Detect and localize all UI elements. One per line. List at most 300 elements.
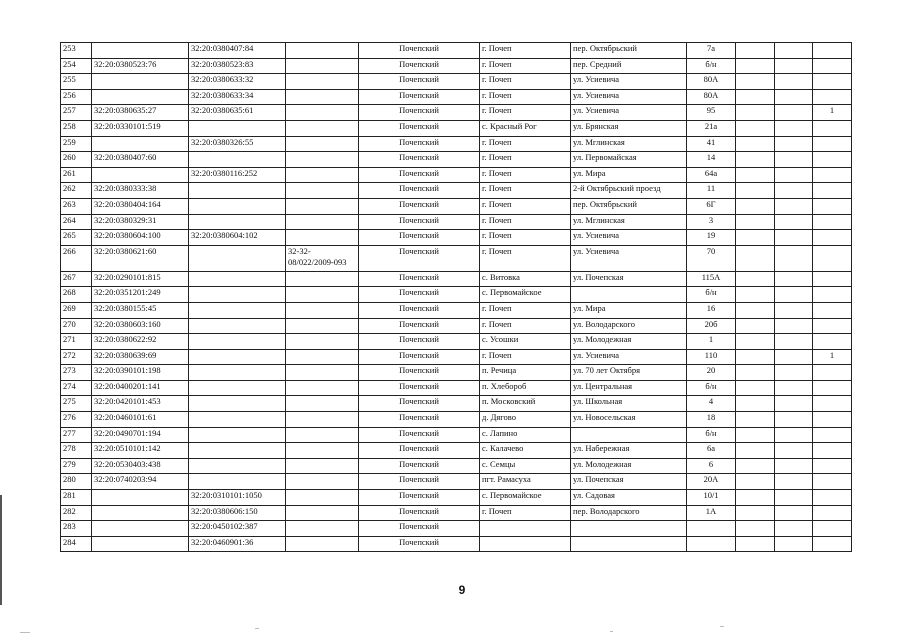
cell-extra-col-1 — [736, 74, 775, 90]
scan-mark — [610, 631, 613, 632]
cell-flag — [813, 214, 852, 230]
table-row — [61, 318, 852, 334]
property-registry-table — [60, 42, 852, 552]
table-row — [61, 198, 852, 214]
cell-flag — [813, 521, 852, 537]
table-row — [61, 521, 852, 537]
cell-flag — [813, 505, 852, 521]
cell-house-number: 1А — [687, 505, 736, 521]
cell-extra-col-2 — [775, 380, 813, 396]
cell-street: ул. Усиевича — [571, 349, 687, 365]
cell-registration-number — [286, 230, 359, 246]
cell-house-number: 14 — [687, 152, 736, 168]
cell-street: пер. Октябрьский — [571, 43, 687, 59]
cell-street: ул. Молодежная — [571, 334, 687, 350]
cell-district: Почепский — [359, 43, 480, 59]
cell-settlement: г. Почеп — [480, 505, 571, 521]
cell-row-number: 265 — [61, 230, 92, 246]
cell-row-number: 270 — [61, 318, 92, 334]
cell-settlement: г. Почеп — [480, 302, 571, 318]
cell-extra-col-1 — [736, 198, 775, 214]
cell-extra-col-1 — [736, 334, 775, 350]
cell-street — [571, 521, 687, 537]
cell-street: ул. Садовая — [571, 490, 687, 506]
cell-house-number: 1 — [687, 334, 736, 350]
cell-cadastral-number-land: 32:20:0380603:160 — [92, 318, 189, 334]
cell-flag — [813, 412, 852, 428]
cell-extra-col-2 — [775, 302, 813, 318]
cell-registration-number — [286, 43, 359, 59]
cell-extra-col-2 — [775, 458, 813, 474]
cell-cadastral-number-land: 32:20:0380622:92 — [92, 334, 189, 350]
cell-row-number: 257 — [61, 105, 92, 121]
cell-extra-col-2 — [775, 167, 813, 183]
cell-extra-col-2 — [775, 105, 813, 121]
cell-district: Почепский — [359, 136, 480, 152]
cell-row-number: 272 — [61, 349, 92, 365]
cell-cadastral-number-land — [92, 167, 189, 183]
cell-street: ул. Новосельская — [571, 412, 687, 428]
cell-settlement: с. Семцы — [480, 458, 571, 474]
cell-settlement: г. Почеп — [480, 89, 571, 105]
cell-street: ул. Мира — [571, 302, 687, 318]
cell-district: Почепский — [359, 302, 480, 318]
cell-street: пер. Володарского — [571, 505, 687, 521]
cell-registration-number — [286, 136, 359, 152]
cell-cadastral-number-land: 32:20:0380635:27 — [92, 105, 189, 121]
cell-flag — [813, 271, 852, 287]
table-row — [61, 152, 852, 168]
cell-house-number: 95 — [687, 105, 736, 121]
table-row — [61, 505, 852, 521]
cell-cadastral-number-land: 32:20:0380639:69 — [92, 349, 189, 365]
table-row — [61, 43, 852, 59]
cell-street: ул. Володарского — [571, 318, 687, 334]
cell-flag — [813, 167, 852, 183]
cell-settlement: г. Почеп — [480, 136, 571, 152]
cell-extra-col-1 — [736, 43, 775, 59]
cell-row-number: 255 — [61, 74, 92, 90]
cell-cadastral-number-land: 32:20:0490701:194 — [92, 427, 189, 443]
scan-mark — [720, 626, 724, 627]
table-row — [61, 536, 852, 552]
cell-row-number: 269 — [61, 302, 92, 318]
cell-house-number: 110 — [687, 349, 736, 365]
cell-settlement: г. Почеп — [480, 349, 571, 365]
cell-district: Почепский — [359, 89, 480, 105]
cell-extra-col-1 — [736, 380, 775, 396]
cell-settlement: с. Лапино — [480, 427, 571, 443]
cell-registration-number — [286, 105, 359, 121]
cell-settlement: г. Почеп — [480, 43, 571, 59]
cell-registration-number: 32-32-08/022/2009-093 — [286, 245, 359, 271]
cell-extra-col-2 — [775, 536, 813, 552]
cell-house-number — [687, 536, 736, 552]
cell-extra-col-1 — [736, 443, 775, 459]
cell-cadastral-number-building — [189, 474, 286, 490]
cell-house-number: 11 — [687, 183, 736, 199]
cell-extra-col-2 — [775, 245, 813, 271]
table-row — [61, 230, 852, 246]
cell-extra-col-2 — [775, 365, 813, 381]
cell-cadastral-number-land: 32:20:0530403:438 — [92, 458, 189, 474]
cell-extra-col-1 — [736, 458, 775, 474]
cell-cadastral-number-land: 32:20:0740203:94 — [92, 474, 189, 490]
cell-cadastral-number-building — [189, 396, 286, 412]
cell-extra-col-1 — [736, 318, 775, 334]
cell-extra-col-2 — [775, 74, 813, 90]
cell-cadastral-number-land: 32:20:0380404:164 — [92, 198, 189, 214]
cell-extra-col-1 — [736, 505, 775, 521]
cell-registration-number — [286, 396, 359, 412]
cell-cadastral-number-building: 32:20:0310101:1050 — [189, 490, 286, 506]
cell-row-number: 260 — [61, 152, 92, 168]
table-row — [61, 58, 852, 74]
cell-district: Почепский — [359, 105, 480, 121]
cell-district: Почепский — [359, 183, 480, 199]
cell-registration-number — [286, 214, 359, 230]
cell-settlement: с. Витовка — [480, 271, 571, 287]
cell-extra-col-2 — [775, 396, 813, 412]
cell-flag — [813, 136, 852, 152]
table-row — [61, 412, 852, 428]
table-row — [61, 105, 852, 121]
cell-flag: 1 — [813, 105, 852, 121]
cell-district: Почепский — [359, 458, 480, 474]
cell-row-number: 263 — [61, 198, 92, 214]
cell-district: Почепский — [359, 318, 480, 334]
cell-extra-col-1 — [736, 427, 775, 443]
cell-settlement: с. Красный Рог — [480, 120, 571, 136]
cell-cadastral-number-building — [189, 412, 286, 428]
cell-house-number: 20А — [687, 474, 736, 490]
table-body — [61, 43, 852, 552]
cell-row-number: 258 — [61, 120, 92, 136]
cell-extra-col-1 — [736, 136, 775, 152]
table-row — [61, 396, 852, 412]
cell-district: Почепский — [359, 490, 480, 506]
cell-flag — [813, 334, 852, 350]
cell-settlement: г. Почеп — [480, 318, 571, 334]
cell-row-number: 281 — [61, 490, 92, 506]
cell-street: ул. 70 лет Октября — [571, 365, 687, 381]
cell-cadastral-number-land: 32:20:0380621:60 — [92, 245, 189, 271]
cell-registration-number — [286, 458, 359, 474]
cell-flag — [813, 490, 852, 506]
cell-extra-col-2 — [775, 427, 813, 443]
cell-row-number: 274 — [61, 380, 92, 396]
cell-cadastral-number-land: 32:20:0420101:453 — [92, 396, 189, 412]
cell-house-number: 64а — [687, 167, 736, 183]
cell-street: ул. Усиевича — [571, 230, 687, 246]
cell-settlement: с. Первомайское — [480, 490, 571, 506]
cell-cadastral-number-land: 32:20:0290101:815 — [92, 271, 189, 287]
cell-house-number: 6Г — [687, 198, 736, 214]
cell-district: Почепский — [359, 214, 480, 230]
cell-extra-col-2 — [775, 183, 813, 199]
cell-extra-col-1 — [736, 271, 775, 287]
cell-registration-number — [286, 318, 359, 334]
cell-street: ул. Усиевича — [571, 105, 687, 121]
scan-mark — [0, 495, 2, 605]
cell-extra-col-2 — [775, 287, 813, 303]
cell-registration-number — [286, 271, 359, 287]
cell-registration-number — [286, 152, 359, 168]
cell-district: Почепский — [359, 505, 480, 521]
cell-street: ул. Усиевича — [571, 74, 687, 90]
cell-house-number: 6а — [687, 443, 736, 459]
cell-row-number: 279 — [61, 458, 92, 474]
cell-street: ул. Брянская — [571, 120, 687, 136]
table-row — [61, 120, 852, 136]
table-row — [61, 365, 852, 381]
cell-cadastral-number-land: 32:20:0330101:519 — [92, 120, 189, 136]
cell-district: Почепский — [359, 521, 480, 537]
cell-settlement: г. Почеп — [480, 245, 571, 271]
cell-cadastral-number-land: 32:20:0380155:45 — [92, 302, 189, 318]
cell-house-number: 18 — [687, 412, 736, 428]
table-row — [61, 334, 852, 350]
cell-extra-col-1 — [736, 287, 775, 303]
cell-row-number: 267 — [61, 271, 92, 287]
cell-extra-col-2 — [775, 136, 813, 152]
cell-extra-col-2 — [775, 152, 813, 168]
cell-extra-col-1 — [736, 365, 775, 381]
cell-house-number: 41 — [687, 136, 736, 152]
cell-district: Почепский — [359, 245, 480, 271]
cell-cadastral-number-land: 32:20:0460101:61 — [92, 412, 189, 428]
cell-registration-number — [286, 365, 359, 381]
cell-district: Почепский — [359, 230, 480, 246]
cell-flag — [813, 198, 852, 214]
cell-extra-col-1 — [736, 302, 775, 318]
cell-extra-col-2 — [775, 230, 813, 246]
cell-cadastral-number-building: 32:20:0380523:83 — [189, 58, 286, 74]
cell-registration-number — [286, 183, 359, 199]
table-row — [61, 380, 852, 396]
cell-flag — [813, 43, 852, 59]
cell-registration-number — [286, 58, 359, 74]
cell-row-number: 254 — [61, 58, 92, 74]
table-row — [61, 490, 852, 506]
cell-cadastral-number-building — [189, 458, 286, 474]
table-row — [61, 136, 852, 152]
scan-mark — [255, 628, 259, 629]
cell-district: Почепский — [359, 58, 480, 74]
table-row — [61, 214, 852, 230]
cell-cadastral-number-building — [189, 427, 286, 443]
cell-registration-number — [286, 490, 359, 506]
cell-row-number: 277 — [61, 427, 92, 443]
cell-cadastral-number-building: 32:20:0380604:102 — [189, 230, 286, 246]
cell-extra-col-2 — [775, 443, 813, 459]
cell-settlement: п. Хлебороб — [480, 380, 571, 396]
cell-cadastral-number-building — [189, 443, 286, 459]
cell-cadastral-number-land — [92, 89, 189, 105]
cell-extra-col-2 — [775, 349, 813, 365]
cell-row-number: 253 — [61, 43, 92, 59]
cell-settlement: п. Московский — [480, 396, 571, 412]
cell-house-number: б/н — [687, 287, 736, 303]
table-row — [61, 349, 852, 365]
table-row — [61, 427, 852, 443]
cell-district: Почепский — [359, 349, 480, 365]
table-row — [61, 74, 852, 90]
table-row — [61, 183, 852, 199]
cell-cadastral-number-building — [189, 380, 286, 396]
cell-flag — [813, 120, 852, 136]
cell-cadastral-number-building: 32:20:0380633:34 — [189, 89, 286, 105]
cell-row-number: 271 — [61, 334, 92, 350]
cell-cadastral-number-building — [189, 271, 286, 287]
cell-settlement: с. Усошки — [480, 334, 571, 350]
cell-extra-col-2 — [775, 474, 813, 490]
cell-extra-col-2 — [775, 490, 813, 506]
cell-district: Почепский — [359, 427, 480, 443]
cell-settlement: г. Почеп — [480, 58, 571, 74]
cell-extra-col-2 — [775, 89, 813, 105]
cell-extra-col-2 — [775, 412, 813, 428]
cell-registration-number — [286, 287, 359, 303]
cell-extra-col-2 — [775, 120, 813, 136]
cell-registration-number — [286, 334, 359, 350]
cell-settlement: п. Речица — [480, 365, 571, 381]
cell-row-number: 262 — [61, 183, 92, 199]
cell-flag — [813, 443, 852, 459]
cell-cadastral-number-land: 32:20:0400201:141 — [92, 380, 189, 396]
cell-settlement: г. Почеп — [480, 198, 571, 214]
cell-flag — [813, 89, 852, 105]
cell-flag — [813, 365, 852, 381]
cell-cadastral-number-building — [189, 152, 286, 168]
cell-district: Почепский — [359, 120, 480, 136]
cell-settlement — [480, 536, 571, 552]
cell-cadastral-number-land: 32:20:0380604:100 — [92, 230, 189, 246]
cell-flag — [813, 474, 852, 490]
cell-cadastral-number-building — [189, 302, 286, 318]
cell-flag — [813, 427, 852, 443]
cell-cadastral-number-land: 32:20:0380407:60 — [92, 152, 189, 168]
cell-cadastral-number-building: 32:20:0450102:387 — [189, 521, 286, 537]
cell-street: ул. Почепская — [571, 271, 687, 287]
cell-settlement: г. Почеп — [480, 74, 571, 90]
cell-settlement: г. Почеп — [480, 105, 571, 121]
cell-street: ул. Почепская — [571, 474, 687, 490]
table-row — [61, 458, 852, 474]
cell-row-number: 275 — [61, 396, 92, 412]
cell-settlement — [480, 521, 571, 537]
table-row — [61, 167, 852, 183]
cell-cadastral-number-land: 32:20:0351201:249 — [92, 287, 189, 303]
cell-cadastral-number-building — [189, 349, 286, 365]
cell-house-number: 19 — [687, 230, 736, 246]
cell-district: Почепский — [359, 287, 480, 303]
cell-extra-col-2 — [775, 318, 813, 334]
cell-registration-number — [286, 167, 359, 183]
cell-house-number: 16 — [687, 302, 736, 318]
table-row — [61, 287, 852, 303]
cell-cadastral-number-building — [189, 287, 286, 303]
cell-extra-col-1 — [736, 536, 775, 552]
cell-cadastral-number-land — [92, 74, 189, 90]
cell-street — [571, 536, 687, 552]
cell-house-number: 20 — [687, 365, 736, 381]
cell-cadastral-number-building — [189, 198, 286, 214]
cell-registration-number — [286, 120, 359, 136]
cell-row-number: 284 — [61, 536, 92, 552]
cell-row-number: 282 — [61, 505, 92, 521]
cell-registration-number — [286, 89, 359, 105]
cell-row-number: 256 — [61, 89, 92, 105]
cell-extra-col-1 — [736, 521, 775, 537]
cell-cadastral-number-building: 32:20:0380633:32 — [189, 74, 286, 90]
cell-house-number: 115А — [687, 271, 736, 287]
cell-settlement: с. Первомайское — [480, 287, 571, 303]
cell-extra-col-1 — [736, 214, 775, 230]
cell-flag — [813, 396, 852, 412]
table-row — [61, 302, 852, 318]
cell-cadastral-number-land: 32:20:0510101:142 — [92, 443, 189, 459]
table-row — [61, 443, 852, 459]
cell-cadastral-number-building: 32:20:0380635:61 — [189, 105, 286, 121]
cell-cadastral-number-building — [189, 334, 286, 350]
table-row — [61, 89, 852, 105]
cell-cadastral-number-building — [189, 318, 286, 334]
cell-settlement: г. Почеп — [480, 183, 571, 199]
cell-district: Почепский — [359, 396, 480, 412]
cell-extra-col-1 — [736, 152, 775, 168]
cell-cadastral-number-building: 32:20:0380326:55 — [189, 136, 286, 152]
cell-cadastral-number-land — [92, 490, 189, 506]
cell-district: Почепский — [359, 474, 480, 490]
cell-street: ул. Первомайская — [571, 152, 687, 168]
cell-district: Почепский — [359, 152, 480, 168]
cell-house-number: б/н — [687, 380, 736, 396]
cell-district: Почепский — [359, 334, 480, 350]
cell-street: ул. Школьная — [571, 396, 687, 412]
cell-district: Почепский — [359, 365, 480, 381]
cell-cadastral-number-land: 32:20:0390101:198 — [92, 365, 189, 381]
cell-street: ул. Центральная — [571, 380, 687, 396]
cell-registration-number — [286, 474, 359, 490]
cell-cadastral-number-land — [92, 136, 189, 152]
table-row — [61, 245, 852, 271]
cell-cadastral-number-building — [189, 245, 286, 271]
cell-cadastral-number-building: 32:20:0460901:36 — [189, 536, 286, 552]
cell-extra-col-1 — [736, 58, 775, 74]
cell-registration-number — [286, 412, 359, 428]
cell-flag — [813, 287, 852, 303]
cell-row-number: 264 — [61, 214, 92, 230]
cell-extra-col-1 — [736, 120, 775, 136]
cell-cadastral-number-land: 32:20:0380333:38 — [92, 183, 189, 199]
cell-street: ул. Мира — [571, 167, 687, 183]
cell-street: ул. Мглинская — [571, 136, 687, 152]
cell-registration-number — [286, 427, 359, 443]
cell-extra-col-1 — [736, 245, 775, 271]
cell-cadastral-number-land: 32:20:0380329:31 — [92, 214, 189, 230]
cell-flag — [813, 536, 852, 552]
cell-registration-number — [286, 505, 359, 521]
cell-street: ул. Усиевича — [571, 245, 687, 271]
cell-district: Почепский — [359, 167, 480, 183]
cell-flag — [813, 183, 852, 199]
cell-district: Почепский — [359, 74, 480, 90]
cell-flag — [813, 318, 852, 334]
cell-house-number: 10/1 — [687, 490, 736, 506]
cell-extra-col-1 — [736, 396, 775, 412]
cell-house-number: 21а — [687, 120, 736, 136]
